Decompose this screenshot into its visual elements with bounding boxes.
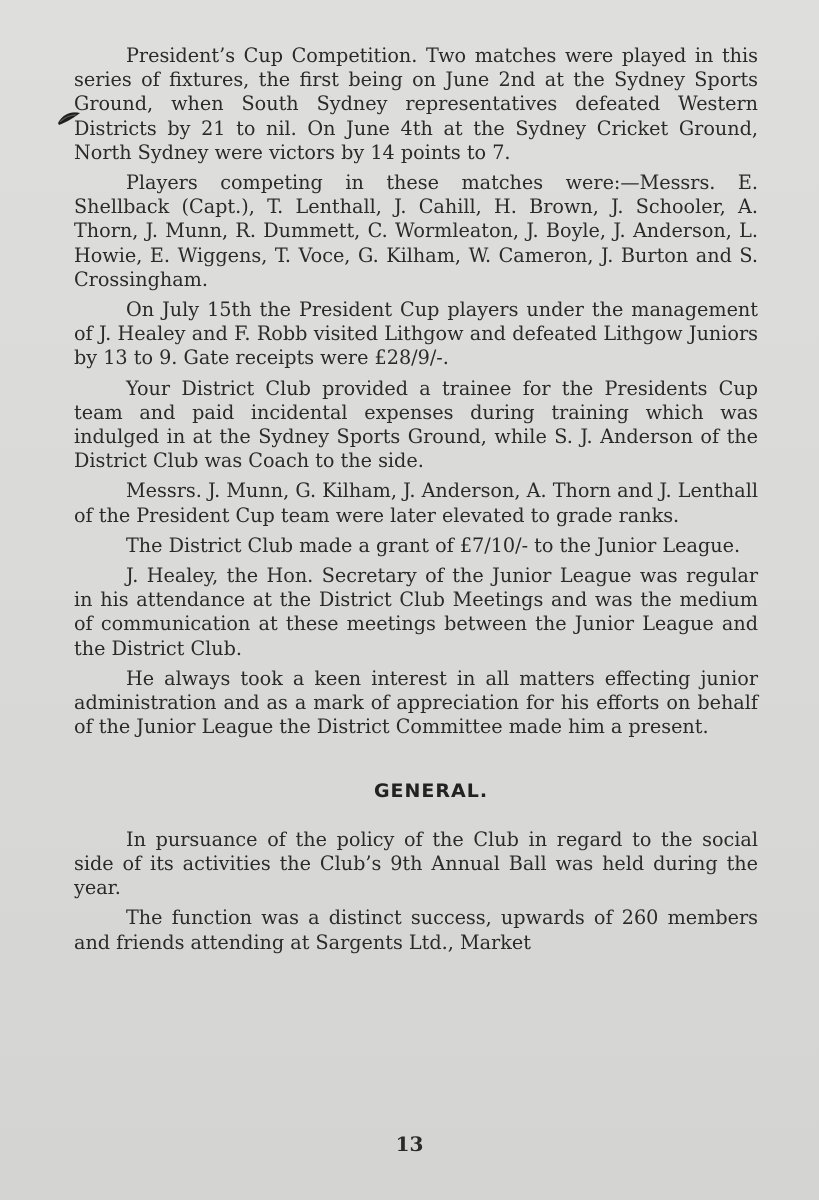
paragraph-grant: The District Club made a grant of £7/10/- to the Junior League. bbox=[126, 533, 741, 557]
section-heading-general: GENERAL. bbox=[373, 780, 489, 803]
page-number: 13 bbox=[395, 1132, 424, 1156]
paragraph-trainee: Your District Club provided a trainee for the Presidents Cup team and paid incidental expenses during training which was indulged in at the Sydney Sports Ground, while S. J. Anderson of the District Club was Coach to the side. bbox=[74, 376, 758, 473]
paragraph-presidents-cup: President’s Cup Competition. Two matches were played in this series of fixtures, the first being on June 2nd at the Sydney Sports Ground, when South Sydney representatives defeated Western Districts by 21 to nil. On June 4th at the Sydney Cricket Ground, North Sydney were victors by 14 points to 7. bbox=[74, 44, 758, 164]
paragraph-annual-ball: In pursuance of the policy of the Club in regard to the social side of its activities the Club’s 9th Annual Ball was held during the year. bbox=[74, 827, 758, 900]
paragraph-ball-function: The function was a distinct success, upwards of 260 members and friends attending at Sargents Ltd., Market bbox=[74, 906, 758, 954]
paragraph-healey-secretary: J. Healey, the Hon. Secretary of the Junior League was regular in his attendance at the District Club Meetings and was the medium of communication at these meetings between the Junior League and the District Club. bbox=[74, 564, 758, 660]
body-text bbox=[74, 44, 758, 955]
paragraph-grade-elevation: Messrs. J. Munn, G. Kilham, J. Anderson, A. Thorn and J. Lenthall of the President Cup team were later elevated to grade ranks. bbox=[74, 479, 758, 527]
paragraph-lithgow-match: On July 15th the President Cup players under the management of J. Healey and F. Robb visited Lithgow and defeated Lithgow Juniors by 13 to 9. Gate receipts were £28/9/-. bbox=[74, 298, 758, 370]
paragraph-healey-appreciation: He always took a keen interest in all matters effecting junior administration and as a mark of appreciation for his efforts on behalf of the Junior League the District Committee made him a present. bbox=[74, 666, 758, 739]
paragraph-players: Players competing in these matches were:—Messrs. E. Shellback (Capt.), T. Lenthall, J. Cahill, H. Brown, J. Schooler, A. Thorn, J. Munn, R. Dummett, C. Wormleaton, J. Boyle, J. Anderson, L. Howie, E. Wiggens, T. Voce, G. Kilham, W. Cameron, J. Burton and S. Crossingham. bbox=[74, 171, 758, 291]
